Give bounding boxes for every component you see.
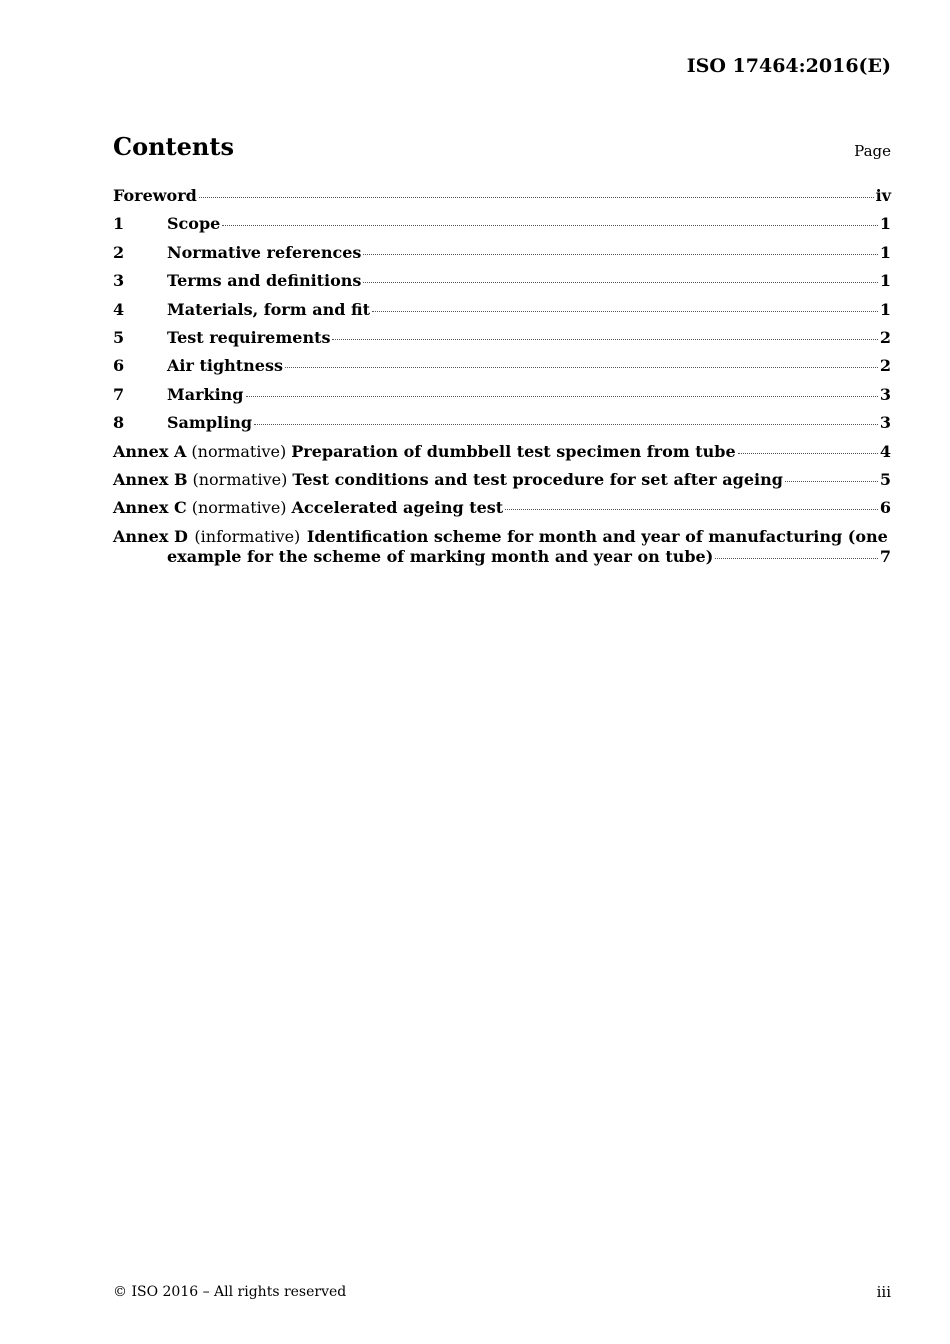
annex-title: Preparation of dumbbell test specimen from tube	[291, 441, 736, 461]
leader-dots	[363, 254, 877, 255]
toc-entry-normative-references[interactable]	[113, 243, 891, 271]
toc-entry-page: 2	[879, 327, 891, 347]
annex-label: Annex C	[113, 498, 187, 518]
toc-entry-page: 1	[879, 299, 891, 319]
table-of-contents	[113, 186, 891, 571]
toc-entry-title: Foreword	[113, 186, 197, 205]
toc-entry-title: Normative references	[167, 242, 362, 262]
leader-dots	[715, 558, 878, 559]
toc-entry-page: 5	[879, 469, 891, 489]
leader-dots	[372, 311, 878, 312]
annex-title: Test conditions and test procedure for set after ageing	[292, 469, 783, 489]
toc-entry-title: Scope	[167, 214, 221, 234]
annex-title: Accelerated ageing test	[291, 498, 504, 518]
annex-type: (normative)	[192, 469, 288, 489]
toc-entry-annex-b[interactable]	[113, 470, 891, 498]
annex-second-line	[113, 547, 891, 571]
toc-entry-number: 4	[113, 299, 125, 319]
toc-entry-marking[interactable]	[113, 385, 891, 413]
toc-entry-terms-definitions[interactable]	[113, 271, 891, 299]
toc-entry-page: 7	[879, 546, 891, 566]
toc-entry-page: 2	[879, 356, 891, 376]
leader-dots	[738, 453, 878, 454]
annex-type: (informative)	[194, 526, 301, 546]
annex-first-line	[113, 527, 891, 547]
footer-copyright: © ISO 2016 – All rights reserved	[113, 1284, 347, 1300]
toc-entry-title: Test requirements	[167, 327, 331, 347]
document-id: ISO 17464:2016(E)	[686, 55, 891, 77]
toc-entry-number: 2	[113, 242, 125, 262]
toc-entry-sampling[interactable]	[113, 413, 891, 441]
toc-entry-title: Air tightness	[167, 356, 283, 376]
annex-title-continued: example for the scheme of marking month and year on tube)	[167, 546, 714, 566]
toc-entry-number: 8	[113, 413, 125, 433]
page-column-label: Page	[854, 142, 891, 160]
toc-entry-page: 6	[879, 498, 891, 518]
toc-entry-title: Materials, form and fit	[167, 299, 371, 319]
toc-entry-number: 6	[113, 356, 125, 376]
toc-entry-number: 7	[113, 384, 125, 404]
annex-type: (normative)	[191, 498, 287, 518]
toc-entry-page: iv	[875, 186, 891, 205]
leader-dots	[505, 509, 878, 510]
leader-dots	[246, 396, 878, 397]
toc-entry-materials[interactable]	[113, 300, 891, 328]
toc-entry-page: 4	[879, 441, 891, 461]
footer-page-number: iii	[876, 1283, 891, 1301]
toc-entry-page: 1	[879, 271, 891, 291]
toc-entry-test-requirements[interactable]	[113, 328, 891, 356]
leader-dots	[285, 367, 878, 368]
toc-entry-foreword[interactable]	[113, 186, 891, 214]
leader-dots	[332, 339, 877, 340]
annex-label: Annex B	[113, 469, 188, 489]
toc-entry-annex-c[interactable]	[113, 498, 891, 526]
toc-entry-page: 1	[879, 214, 891, 234]
leader-dots	[363, 282, 877, 283]
toc-entry-number: 3	[113, 271, 125, 291]
toc-entry-number: 1	[113, 214, 125, 234]
toc-entry-air-tightness[interactable]	[113, 356, 891, 384]
annex-label: Annex D	[113, 526, 188, 546]
toc-entry-title: Sampling	[167, 413, 253, 433]
toc-entry-page: 3	[879, 413, 891, 433]
toc-entry-scope[interactable]	[113, 214, 891, 242]
toc-entry-annex-d[interactable]	[113, 527, 891, 571]
annex-label: Annex A	[113, 441, 187, 461]
toc-entry-annex-a[interactable]	[113, 442, 891, 470]
leader-dots	[785, 481, 878, 482]
leader-dots	[254, 424, 878, 425]
toc-entry-number: 5	[113, 327, 125, 347]
leader-dots	[199, 197, 874, 198]
contents-heading: Contents	[113, 132, 234, 161]
annex-title: Identification scheme for month and year of manufacturing (one	[306, 526, 888, 546]
toc-entry-page: 3	[879, 384, 891, 404]
toc-entry-page: 1	[879, 242, 891, 262]
leader-dots	[222, 225, 878, 226]
toc-entry-title: Terms and definitions	[167, 271, 362, 291]
toc-entry-title: Marking	[167, 384, 244, 404]
annex-type: (normative)	[191, 441, 287, 461]
